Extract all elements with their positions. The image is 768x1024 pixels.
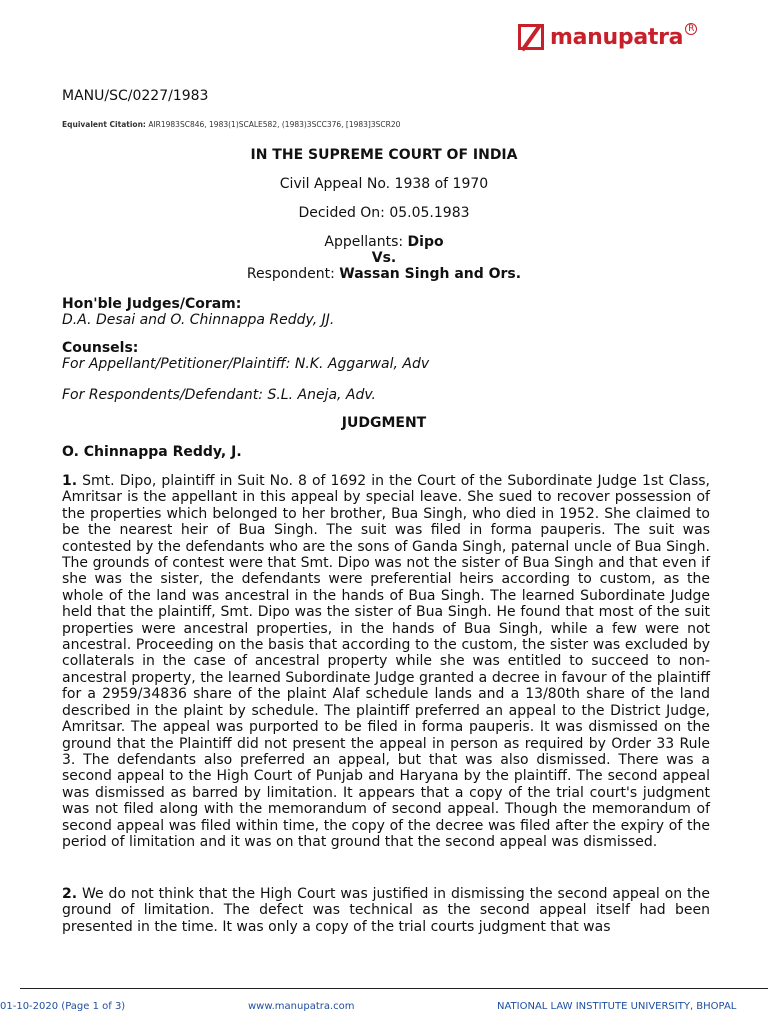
paragraph-1-number: 1. (62, 473, 78, 489)
brand-name: manupatra (550, 24, 684, 50)
judgment-author: O. Chinnappa Reddy, J. (62, 444, 242, 460)
manu-citation-id: MANU/SC/0227/1983 (62, 88, 209, 104)
paragraph-1 (62, 473, 710, 850)
manupatra-logo (518, 24, 697, 50)
respondent-name: Wassan Singh and Ors. (339, 266, 522, 282)
footer-page-info: 01-10-2020 (Page 1 of 3) (0, 1001, 126, 1012)
appellants-line (62, 234, 706, 250)
manupatra-logo-icon (518, 24, 544, 50)
paragraph-1-text: Smt. Dipo, plaintiff in Suit No. 8 of 1692 in the Court of the Subordinate Judge 1st Class, Amritsar is the appellant in this appeal by special leave. She sued to recover possession of the properties which belonged to her brother, Bua Singh, who died in 1952. She claimed to be the nearest heir of Bua Singh. The suit was filed in forma pauperis. The suit was contested by the defendants who are the sons of Ganda Singh, paternal uncle of Bua Singh. The grounds of contest were that Smt. Dipo was not the sister of Bua Singh and that even if she was the sister, the defendants were preferential heirs according to custom, as the whole of the land was ancestral in the hands of Bua Singh. The learned Subordinate Judge held that the plaintiff, Smt. Dipo was the sister of Bua Singh. He found that most of the suit properties were ancestral properties, in the hands of Bua Singh, while a few were not ancestral. Proceeding on the basis that according to the custom, the sister was excluded by collaterals in the case of ancestral property while she was entitled to succeed to non-ancestral property, the learned Subordinate Judge granted a decree in favour of the plaintiff for a 2959/34836 share of the plaint Alaf schedule lands and a 13/80th share of the land described in the plaint by schedule. The plaintiff preferred an appeal to the District Judge, Amritsar. The appeal was purported to be filed in forma pauperis. It was dismissed on the ground that the Plaintiff did not present the appeal in person as required by Order 33 Rule 3. The defendants also preferred an appeal, but that was also dismissed. There was a second appeal to the High Court of Punjab and Haryana by the plaintiff. The second appeal was dismissed as barred by limitation. It appears that a copy of the trial court's judgment was not filed along with the memorandum of second appeal. Though the memorandum of second appeal was filed within time, the copy of the decree was filed after the expiry of the period of limitation and it was on that ground that the second appeal was dismissed. (62, 473, 711, 850)
judges-heading: Hon'ble Judges/Coram: (62, 296, 242, 312)
respondent-line (62, 266, 706, 282)
footer-website-link[interactable]: www.manupatra.com (248, 1001, 355, 1012)
paragraph-2 (62, 886, 710, 935)
appellants-label: Appellants: (324, 234, 404, 250)
judges-names: D.A. Desai and O. Chinnappa Reddy, JJ. (62, 312, 335, 328)
judgment-heading: JUDGMENT (341, 415, 427, 431)
respondent-label: Respondent: (246, 266, 335, 282)
counsel-respondent: For Respondents/Defendant: S.L. Aneja, Adv. (62, 387, 376, 403)
decided-on: Decided On: 05.05.1983 (298, 205, 470, 221)
paragraph-2-number: 2. (62, 886, 78, 902)
counsel-appellant: For Appellant/Petitioner/Plaintiff: N.K. Aggarwal, Adv (62, 356, 430, 372)
footer-institution: NATIONAL LAW INSTITUTE UNIVERSITY, BHOPAL (497, 1001, 737, 1012)
equivalent-citation-value: AIR1983SC846, 1983(1)SCALE582, (1983)3SCC376, [1983]3SCR20 (148, 120, 401, 129)
court-name: IN THE SUPREME COURT OF INDIA (250, 147, 518, 163)
versus: Vs. (371, 250, 397, 266)
appeal-number: Civil Appeal No. 1938 of 1970 (279, 176, 489, 192)
paragraph-2-text: We do not think that the High Court was justified in dismissing the second appeal on the ground of limitation. The defect was technical as the second appeal itself had been presented in the time. It was only a copy of the trial courts judgment that was (62, 886, 711, 935)
counsels-heading: Counsels: (62, 340, 139, 356)
appellants-name: Dipo (407, 234, 444, 250)
equivalent-citation (62, 120, 400, 129)
footer-divider (20, 988, 768, 989)
equivalent-citation-label: Equivalent Citation: (62, 120, 146, 129)
registered-mark: R (685, 23, 697, 35)
